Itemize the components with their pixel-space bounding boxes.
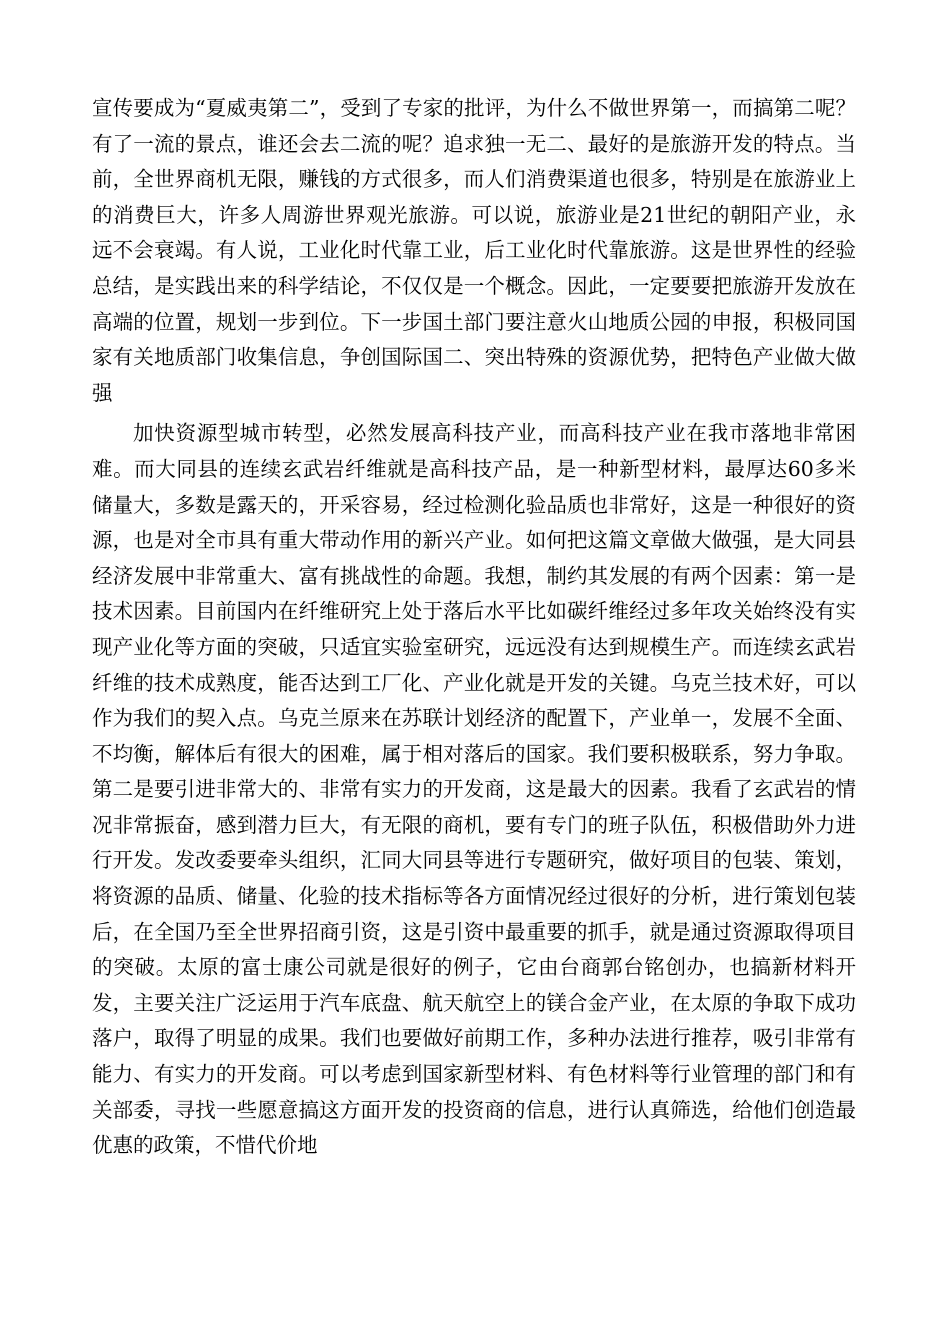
paragraph-tourism: 宣传要成为“夏威夷第二”，受到了专家的批评，为什么不做世界第一，而搞第二呢？有了一流的景点，谁还会去二流的呢？追求独一无二、最好的是旅游开发的特点。当前，全世界商机无限，赚钱的方式很多，而人们消费渠道也很多，特别是在旅游业上的消费巨大，许多人周游世界观光旅游。可以说，旅游业是21世纪的朝阳产业，永远不会衰竭。有人说，工业化时代靠工业，后工业化时代靠旅游。这是世界性的经验总结，是实践出来的科学结论，不仅仅是一个概念。因此，一定要要把旅游开发放在高端的位置，规划一步到位。下一步国土部门要注意火山地质公园的申报，积极同国家有关地质部门收集信息，争创国际国二、突出特殊的资源优势，把特色产业做大做强 xyxy=(92,96,856,405)
paragraph-basalt-fiber: 加快资源型城市转型，必然发展高科技产业，而高科技产业在我市落地非常困难。而大同县的连续玄武岩纤维就是高科技产品，是一种新型材料，最厚达60多米储量大，多数是露天的，开采容易，经过检测化验品质也非常好，这是一种很好的资源，也是对全市具有重大带动作用的新兴产业。如何把这篇文章做大做强，是大同县经济发展中非常重大、富有挑战性的命题。我想，制约其发展的有两个因素：第一是技术因素。目前国内在纤维研究上处于落后水平比如碳纤维经过多年攻关始终没有实现产业化等方面的突破，只适宜实验室研究，远远没有达到规模生产。而连续玄武岩纤维的技术成熟度，能否达到工厂化、产业化就是开发的关键。乌克兰技术好，可以作为我们的契入点。乌克兰原来在苏联计划经济的配置下，产业单一，发展不全面、不均衡，解体后有很大的困难，属于相对落后的国家。我们要积极联系，努力争取。第二是要引进非常大的、非常有实力的开发商，这是最大的因素。我看了玄武岩的情况非常振奋，感到潜力巨大，有无限的商机，要有专门的班子队伍，积极借助外力进行开发。发改委要牵头组织，汇同大同县等进行专题研究，做好项目的包装、策划，将资源的品质、储量、化验的技术指标等各方面情况经过很好的分析，进行策划包装后，在全国乃至全世界招商引资，这是引资中最重要的抓手，就是通过资源取得项目的突破。太原的富士康公司就是很好的例子，它由台商郭台铭创办，也搞新材料开发，主要关注广泛运用于汽车底盘、航天航空上的镁合金产业，在太原的争取下成功落户，取得了明显的成果。我们也要做好前期工作，多种办法进行推荐，吸引非常有能力、有实力的开发商。可以考虑到国家新型材料、有色材料等行业管理的部门和有关部委，寻找一些愿意搞这方面开发的投资商的信息，进行认真筛选，给他们创造最优惠的政策，不惜代价地 xyxy=(92,421,856,1158)
document-body xyxy=(92,91,856,1164)
